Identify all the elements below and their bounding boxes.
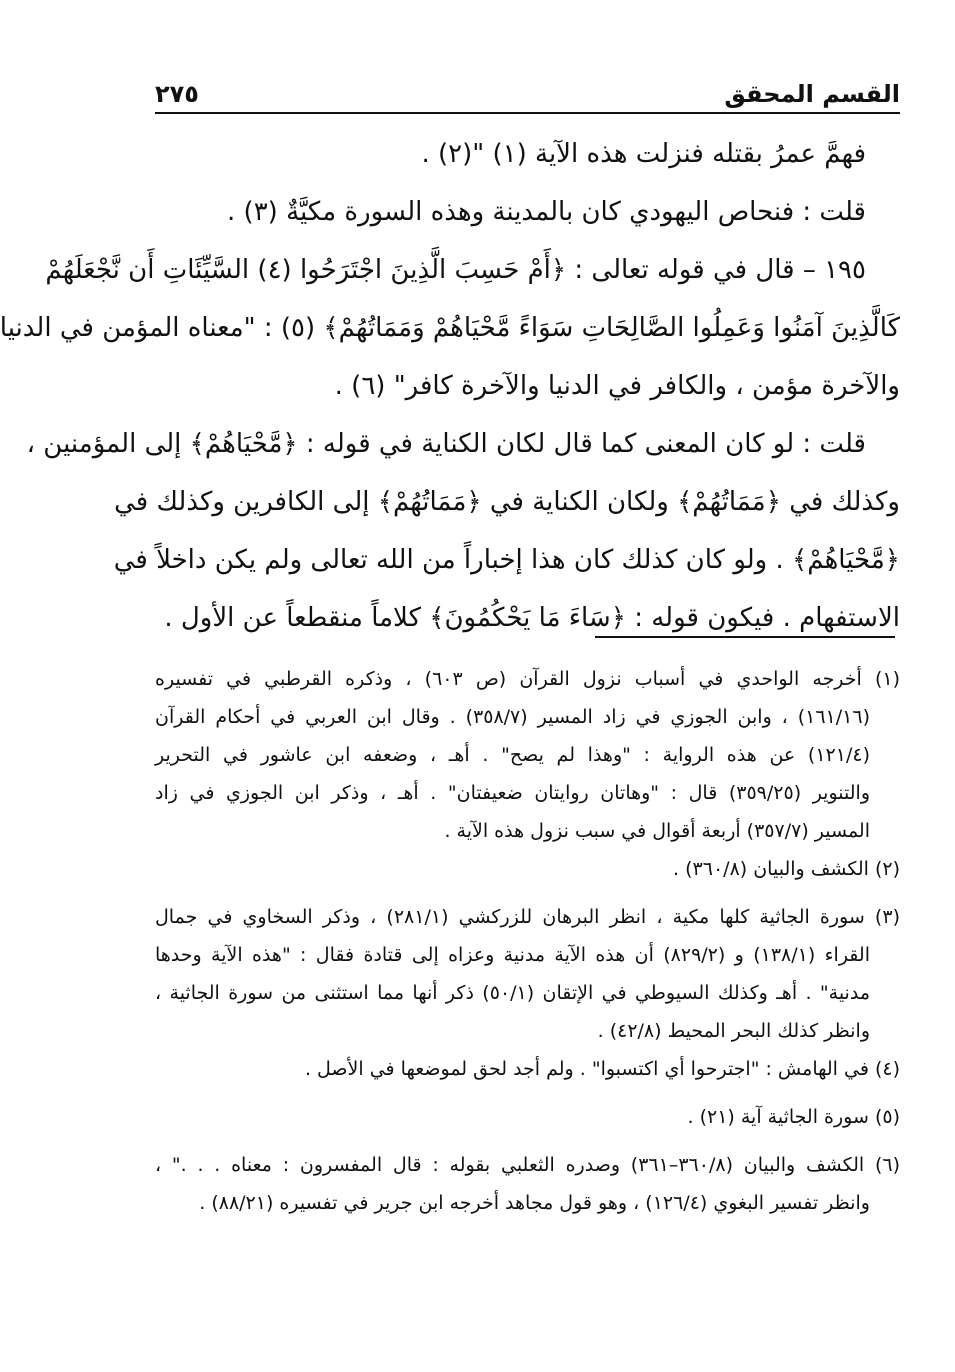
footnote-1-line: المسير (٣٥٧/٧) أربعة أقوال في سبب نزول هذه الآية . bbox=[444, 820, 870, 842]
footnotes bbox=[155, 660, 900, 1222]
text-line: الاستفهام . فيكون قوله : ﴿سَاءَ مَا يَحْكُمُونَ﴾ كلاماً منقطعاً عن الأول . bbox=[164, 603, 900, 633]
footnote-divider bbox=[595, 636, 895, 638]
text-line: ١٩٥ – قال في قوله تعالى : ﴿أَمْ حَسِبَ الَّذِينَ اجْتَرَحُوا (٤) السَّيِّئَاتِ أَن نَّجْعَلَهُمْ bbox=[45, 255, 866, 285]
text-line: فهمَّ عمرُ بقتله فنزلت هذه الآية (١) "(٢) . bbox=[421, 139, 866, 169]
text-line: كَالَّذِينَ آمَنُوا وَعَمِلُوا الصَّالِحَاتِ سَوَاءً مَّحْيَاهُمْ وَمَمَاتُهُمْ﴾ (٥) : "معناه المؤمن في الدنيا bbox=[0, 313, 900, 343]
page-number: ٢٧٥ bbox=[155, 80, 199, 108]
footnote-2-line: (٢) الكشف والبيان (٣٦٠/٨) . bbox=[673, 858, 900, 880]
main-text bbox=[0, 125, 900, 647]
text-line: وكذلك في ﴿مَمَاتُهُمْ﴾ ولكان الكناية في ﴿مَمَاتُهُمْ﴾ إلى الكافرين وكذلك في bbox=[114, 487, 900, 517]
section-title: القسم المحقق bbox=[724, 80, 900, 108]
footnote-4-line: (٤) في الهامش : "اجترحوا أي اكتسبوا" . ولم أجد لحق لموضعها في الأصل . bbox=[304, 1058, 900, 1080]
text-line: قلت : فنحاص اليهودي كان بالمدينة وهذه السورة مكيَّةٌ (٣) . bbox=[227, 197, 866, 227]
text-line: والآخرة مؤمن ، والكافر في الدنيا والآخرة كافر" (٦) . bbox=[334, 371, 900, 401]
text-line: ﴿مَّحْيَاهُمْ﴾ . ولو كان كذلك كان هذا إخباراً من الله تعالى ولم يكن داخلاً في bbox=[113, 545, 900, 575]
text-line: قلت : لو كان المعنى كما قال لكان الكناية في قوله : ﴿مَّحْيَاهُمْ﴾ إلى المؤمنين ، bbox=[26, 429, 866, 459]
footnote-1-line: (١) أخرجه الواحدي في أسباب نزول القرآن (ص ٦٠٣) ، وذكره القرطبي في تفسيره bbox=[155, 668, 900, 690]
footnote-1-line: والتنوير (٣٥٩/٢٥) قال : "وهاتان روايتان ضعيفتان" . أهـ ، وذكر ابن الجوزي في زاد bbox=[155, 782, 870, 804]
footnote-1-line: (١٢١/٤) عن هذه الرواية : "وهذا لم يصح" . أهـ ، وضعفه ابن عاشور في التحرير bbox=[155, 744, 870, 766]
footnote-6-line: وانظر تفسير البغوي (١٢٦/٤) ، وهو قول مجاهد أخرجه ابن جرير في تفسيره (٨٨/٢١) . bbox=[199, 1192, 870, 1214]
running-header bbox=[155, 78, 900, 114]
footnote-6-line: (٦) الكشف والبيان (٣٦٠/٨–٣٦١) وصدره الثعلبي بقوله : قال المفسرون : معناه . . ." ، bbox=[155, 1154, 900, 1176]
footnote-3-line: وانظر كذلك البحر المحيط (٤٢/٨) . bbox=[597, 1020, 870, 1042]
footnote-5-line: (٥) سورة الجاثية آية (٢١) . bbox=[687, 1106, 900, 1128]
footnote-3-line: (٣) سورة الجاثية كلها مكية ، انظر البرهان للزركشي (٢٨١/١) ، وذكر السخاوي في جمال bbox=[155, 906, 900, 928]
footnote-3-line: مدنية" . أهـ وكذلك السيوطي في الإتقان (٥٠/١) ذكر أنها مما استثنى من سورة الجاثية ، bbox=[155, 982, 870, 1004]
footnote-3-line: القراء (١٣٨/١) و (٨٢٩/٢) أن هذه الآية مدنية وعزاه إلى قتادة فقال : "هذه الآية وحدها bbox=[155, 944, 870, 966]
footnote-1-line: (١٦١/١٦) ، وابن الجوزي في زاد المسير (٣٥٨/٧) . وقال ابن العربي في أحكام القرآن bbox=[155, 706, 870, 728]
